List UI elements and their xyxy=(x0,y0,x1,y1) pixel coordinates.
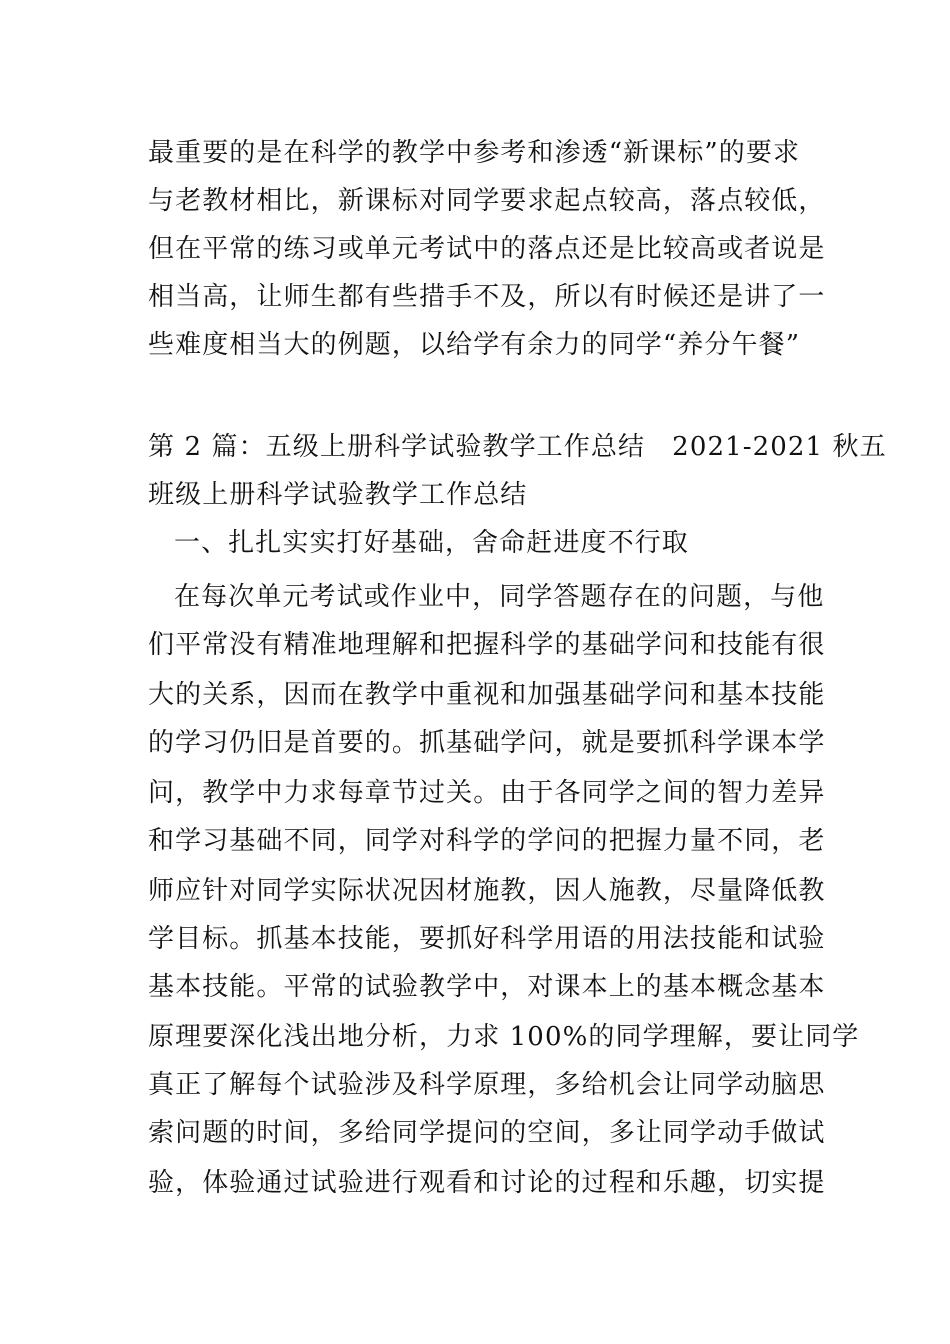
intro-line-2: 与老教材相比，新课标对同学要求起点较高，落点较低， xyxy=(148,186,826,216)
subheading: 一、扎扎实实打好基础，舍命赶进度不行取 xyxy=(174,528,689,558)
body-line-13: 验，体验通过试验进行观看和讨论的过程和乐趣，切实提 xyxy=(148,1168,826,1198)
intro-line-3: 但在平常的练习或单元考试中的落点还是比较高或者说是 xyxy=(148,234,826,264)
body-line-10: 原理要深化浅出地分析，力求 100%的同学理解，要让同学 xyxy=(148,1022,860,1052)
body-line-2: 们平常没有精准地理解和把握科学的基础学问和技能有很 xyxy=(148,630,826,660)
intro-line-5: 些难度相当大的例题，以给学有余力的同学“养分午餐” xyxy=(148,330,801,360)
body-line-11: 真正了解每个试验涉及科学原理，多给机会让同学动脑思 xyxy=(148,1070,826,1100)
section-title-line-1: 第 2 篇：五级上册科学试验教学工作总结 2021-2021 秋五 xyxy=(148,432,887,462)
body-line-9: 基本技能。平常的试验教学中，对课本上的基本概念基本 xyxy=(148,972,826,1002)
intro-line-1: 最重要的是在科学的教学中参考和渗透“新课标”的要求 xyxy=(148,138,801,168)
section-title-line-2: 班级上册科学试验教学工作总结 xyxy=(148,480,528,510)
body-line-4: 的学习仍旧是首要的。抓基础学问，就是要抓科学课本学 xyxy=(148,728,826,758)
body-line-3: 大的关系，因而在教学中重视和加强基础学问和基本技能 xyxy=(148,680,826,710)
body-line-8: 学目标。抓基本技能，要抓好科学用语的用法技能和试验 xyxy=(148,924,826,954)
body-line-12: 索问题的时间，多给同学提问的空间，多让同学动手做试 xyxy=(148,1118,826,1148)
body-line-1: 在每次单元考试或作业中，同学答题存在的问题，与他 xyxy=(174,582,825,612)
intro-line-4: 相当高，让师生都有些措手不及，所以有时候还是讲了一 xyxy=(148,282,826,312)
body-line-6: 和学习基础不同，同学对科学的学问的把握力量不同，老 xyxy=(148,826,826,856)
body-line-7: 师应针对同学实际状况因材施教，因人施教，尽量降低教 xyxy=(148,876,826,906)
body-line-5: 问，教学中力求每章节过关。由于各同学之间的智力差异 xyxy=(148,778,826,808)
